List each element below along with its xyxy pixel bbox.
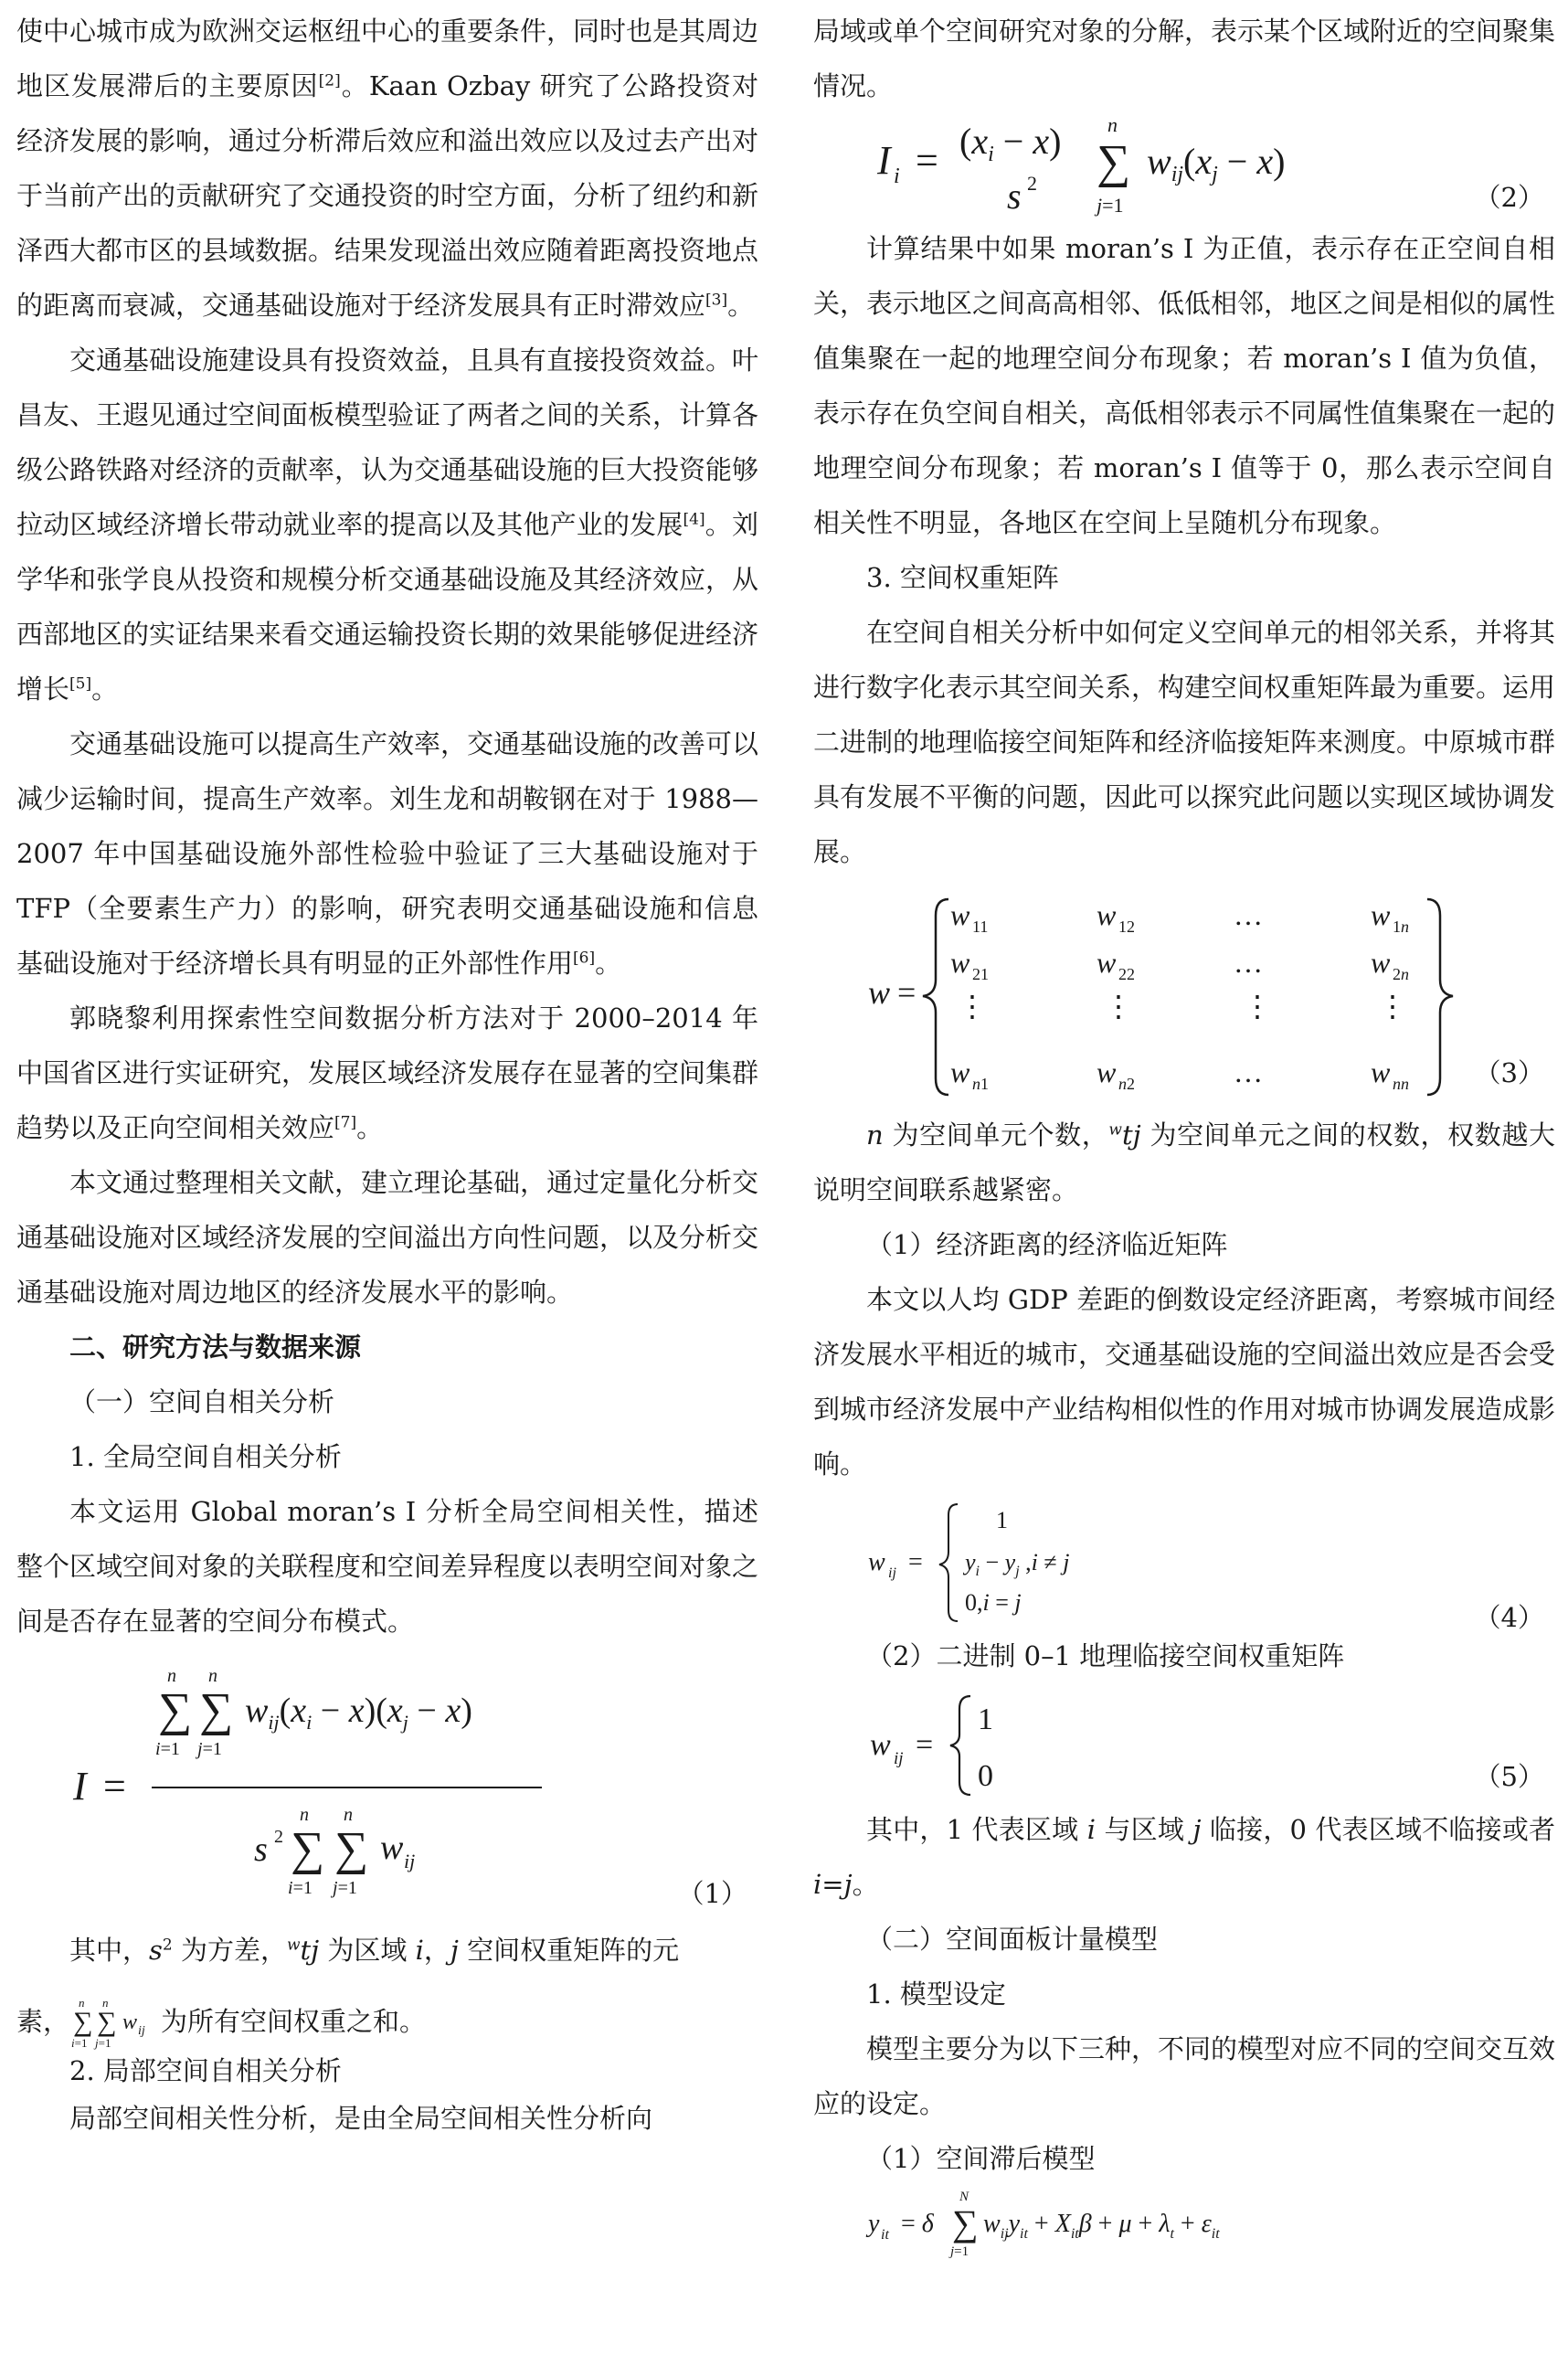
svg-text:=: = <box>916 138 938 183</box>
svg-text:n: n <box>344 1805 353 1825</box>
equation-2 <box>813 113 1555 221</box>
paragraph: 本文运用 Global moran’s I 分析全局空间相关性，描述整个区域空间对象的关联程度和空间差异程度以表明空间对象之间是否存在显著的空间分布模式。 <box>16 1496 759 1637</box>
svg-text:ij: ij <box>404 1850 416 1872</box>
svg-text:N: N <box>959 2190 969 2204</box>
svg-text:j=1: j=1 <box>950 2244 969 2259</box>
svg-text:it: it <box>881 2227 889 2243</box>
subsection-heading: （一）空间自相关分析 <box>69 1386 335 1417</box>
section-heading: 二、研究方法与数据来源 <box>69 1331 362 1363</box>
svg-text:w: w <box>1371 898 1391 931</box>
svg-text:⋮: ⋮ <box>1378 990 1407 1023</box>
double-sum-symbol <box>69 1996 161 2051</box>
svg-text:=: = <box>916 1728 934 1762</box>
svg-text:0: 0 <box>978 1759 993 1793</box>
subsection-heading: （1）空间滞后模型 <box>866 2143 1096 2174</box>
svg-text:i: i <box>894 164 900 188</box>
paragraph: 在空间自相关分析中如何定义空间单元的相邻关系，并将其进行数字化表示其空间关系，构建空间权重矩阵最为重要。运用二进制的地理临接空间矩阵和经济临接矩阵来测度。中原城市群具有发展不平衡的问题，因此可以探究此问题以实现区域协调发展。 <box>813 617 1556 867</box>
svg-text:2n: 2n <box>1393 965 1409 983</box>
svg-text:21: 21 <box>972 965 989 983</box>
svg-text:1: 1 <box>978 1703 993 1736</box>
paragraph: 素， ∑ n i=1 ∑ n j=1 w ij 为所有空间权重之和。 <box>16 1996 427 2050</box>
subsection-heading: （二）空间面板计量模型 <box>866 1924 1159 1955</box>
equation-3 <box>813 879 1555 1108</box>
svg-text:I: I <box>73 1764 87 1809</box>
equation-number: （4） <box>1474 1602 1544 1633</box>
svg-text:=: = <box>897 974 916 1011</box>
citation: [6] <box>573 949 596 968</box>
svg-text:n: n <box>208 1666 217 1686</box>
paragraph: 局部空间相关性分析，是由全局空间相关性分析向 <box>69 2103 653 2134</box>
svg-text:w: w <box>950 1056 970 1088</box>
subsection-heading: 3. 空间权重矩阵 <box>866 562 1059 593</box>
equation-1 <box>16 1649 758 1923</box>
svg-text:w: w <box>950 946 970 979</box>
svg-text:n: n <box>1107 113 1118 136</box>
equation-6-graphic <box>813 2186 1555 2259</box>
svg-text:…: … <box>1234 898 1263 931</box>
svg-text:∑: ∑ <box>952 2202 979 2244</box>
svg-text:wij(xj − x): $w_{ij}(x_j - x)$ <box>1147 141 1286 186</box>
paragraph: 模型主要分为以下三种，不同的模型对应不同的空间交互效应的设定。 <box>813 2033 1556 2119</box>
svg-text:=: = <box>103 1764 126 1809</box>
svg-text:11: 11 <box>972 918 989 936</box>
svg-text:12: 12 <box>1118 918 1135 936</box>
paragraph: 计算结果中如果 moran’s I 为正值，表示存在正空间自相关，表示地区之间高高相邻、低低相邻，地区之间是相似的属性值集聚在一起的地理空间分布现象；若 moran’s I 值为负值，表示存在负空间自相关，高低相邻表示不同属性值集聚在一起的地理空间分布现象；若 moran’s I 值等于 0，那么表示空间自相关性不明显，各地区在空间上呈随机分布现象。 <box>813 233 1556 538</box>
svg-text:⋮: ⋮ <box>958 990 987 1023</box>
equation-number: （5） <box>1474 1761 1544 1792</box>
svg-text:w: w <box>380 1829 404 1867</box>
subsection-heading: 1. 模型设定 <box>866 1978 1006 2010</box>
paragraph: n 为空间单元个数，$^w$tj 为空间单元之间的权数，权数越大说明空间联系越紧密。 <box>813 1119 1555 1205</box>
svg-text:w: w <box>1371 1056 1391 1088</box>
svg-text:wijyit + Xitβ + μ + λt + εit: $w_{ij}y_{it} + X_{it}\beta + \mu + \lambda_t + \varepsilon_{it}$ <box>983 2210 1220 2242</box>
svg-text:ij: ij <box>894 1749 904 1768</box>
equation-6 <box>813 2186 1555 2259</box>
svg-text:yi − yj ,i ≠ j: $y_i - y_j$ ,i ≠ j <box>965 1549 1070 1579</box>
paragraph: 局域或单个空间研究对象的分解，表示某个区域附近的空间聚集情况。 <box>813 16 1556 101</box>
svg-text:∑: ∑ <box>73 2007 93 2037</box>
svg-text:n: n <box>102 1996 109 2010</box>
citation: [5] <box>69 674 92 694</box>
svg-text:(xi − x): $(x_i - x)$ <box>959 121 1062 166</box>
paragraph: 交通基础设施可以提高生产效率，交通基础设施的改善可以减少运输时间，提高生产效率。刘生龙和胡鞍钢在对于 1988—2007 年中国基础设施外部性检验中验证了三大基础设施对于 TFP（全要素生产力）的影响，研究表明交通基础设施和信息基础设施对于经济增长具有明显的正外部性作用[6]。 <box>16 728 759 979</box>
svg-text:22: 22 <box>1118 965 1135 983</box>
citation: [7] <box>334 1113 357 1132</box>
equation-3-graphic <box>813 879 1555 1108</box>
svg-text:w: w <box>1097 946 1117 979</box>
equation-number: （3） <box>1474 1057 1544 1088</box>
subsection-heading: 1. 全局空间自相关分析 <box>69 1441 342 1472</box>
paragraph: 本文通过整理相关文献，建立理论基础，通过定量化分析交通基础设施对区域经济发展的空间溢出方向性问题，以及分析交通基础设施对周边地区的经济发展水平的影响。 <box>16 1167 759 1308</box>
svg-text:j=1: j=1 <box>333 1878 357 1898</box>
svg-text:0,i = j: 0,i = j <box>965 1589 1022 1616</box>
svg-text:w: w <box>870 1728 891 1762</box>
equation-4 <box>813 1491 1555 1633</box>
svg-text:w: w <box>950 898 970 931</box>
svg-text:∑: ∑ <box>1097 136 1131 188</box>
svg-text:wij(xi − x)(xj − x): $w_{ij}(x_i - x)(x_j - x)$ <box>245 1692 472 1734</box>
svg-text:…: … <box>1234 946 1263 979</box>
svg-text:n: n <box>79 1996 85 2010</box>
svg-text:∑: ∑ <box>199 1684 234 1736</box>
svg-text:…: … <box>1234 1056 1263 1088</box>
paragraph: 郭晓黎利用探索性空间数据分析方法对于 2000–2014 年中国省区进行实证研究，发展区域经济发展存在显著的空间集群趋势以及正向空间相关效应[7]。 <box>16 1002 759 1143</box>
equation-1-graphic <box>16 1649 758 1923</box>
svg-text:n: n <box>300 1805 309 1825</box>
svg-text:w: w <box>1371 946 1391 979</box>
paragraph: 其中，1 代表区域 i 与区域 j 临接，0 代表区域不临接或者 i=j。 <box>813 1814 1556 1900</box>
paragraph: 本文以人均 GDP 差距的倒数设定经济距离，考察城市间经济发展水平相近的城市，交通基础设施的空间溢出效应是否会受到城市经济发展中产业结构相似性的作用对城市协调发展造成影响。 <box>813 1284 1556 1480</box>
svg-text:s: s <box>1007 175 1022 217</box>
svg-text:w: w <box>1097 1056 1117 1088</box>
svg-text:n2: n2 <box>1118 1075 1135 1093</box>
subsection-heading: （1）经济距离的经济临近矩阵 <box>866 1229 1228 1260</box>
citation: [3] <box>705 291 728 310</box>
svg-text:ij: ij <box>138 2024 145 2038</box>
right-column <box>813 4 1555 2259</box>
svg-text:w: w <box>868 1548 885 1576</box>
svg-text:n1: n1 <box>972 1075 989 1093</box>
svg-text:=: = <box>908 1548 923 1576</box>
equation-5 <box>813 1683 1555 1802</box>
svg-text:s: s <box>254 1830 268 1869</box>
svg-text:∑: ∑ <box>291 1823 325 1875</box>
svg-text:2: 2 <box>1027 172 1037 195</box>
subsection-heading: 2. 局部空间自相关分析 <box>69 2055 342 2086</box>
equation-5-graphic <box>813 1683 1555 1802</box>
svg-text:j=1: j=1 <box>197 1739 222 1759</box>
svg-text:j=1: j=1 <box>1097 194 1124 217</box>
svg-text:I: I <box>877 138 891 183</box>
svg-text:ij: ij <box>888 1565 896 1581</box>
equation-4-graphic <box>813 1491 1555 1628</box>
svg-text:∑: ∑ <box>158 1684 193 1736</box>
svg-text:i=1: i=1 <box>71 2036 88 2050</box>
svg-text:1n: 1n <box>1393 918 1409 936</box>
paragraph: 交通基础设施建设具有投资效益，且具有直接投资效益。叶昌友、王遐见通过空间面板模型验证了两者之间的关系，计算各级公路铁路对经济的贡献率，认为交通基础设施的巨大投资能够拉动区域经济增长带动就业率的提高以及其他产业的发展[4]。刘学华和张学良从投资和规模分析交通基础设施及其经济效应，从西部地区的实证结果来看交通运输投资长期的效果能够促进经济增长[5]。 <box>16 345 759 705</box>
subsection-heading: （2）二进制 0–1 地理临接空间权重矩阵 <box>866 1640 1345 1671</box>
svg-text:∑: ∑ <box>334 1823 369 1875</box>
svg-text:n: n <box>167 1666 176 1686</box>
paragraph: 其中，$s^2$ 为方差，$^w$tj 为区域 i，j 空间权重矩阵的元 <box>69 1935 680 1966</box>
svg-text:i=1: i=1 <box>155 1739 180 1759</box>
svg-text:= δ: = δ <box>901 2210 934 2238</box>
svg-text:y: y <box>868 2210 880 2238</box>
equation-2-graphic <box>813 113 1555 221</box>
svg-text:w: w <box>868 974 891 1011</box>
svg-text:w: w <box>1097 898 1117 931</box>
svg-text:nn: nn <box>1393 1075 1409 1093</box>
paragraph: 使中心城市成为欧洲交运枢纽中心的重要条件，同时也是其周边地区发展滞后的主要原因[2]。Kaan Ozbay 研究了公路投资对经济发展的影响，通过分析滞后效应和溢出效应以及过去产出对于当前产出的贡献研究了交通投资的时空方面，分析了纽约和新泽西大都市区的县域数据。结果发现溢出效应随着距离投资地点的距离而衰减，交通基础设施对于经济发展具有正时滞效应[3]。 <box>16 16 759 321</box>
svg-text:⋮: ⋮ <box>1243 990 1272 1023</box>
equation-number: （2） <box>1474 182 1544 213</box>
svg-text:1: 1 <box>996 1507 1008 1533</box>
svg-text:j=1: j=1 <box>95 2036 111 2050</box>
svg-text:i=1: i=1 <box>288 1878 313 1898</box>
svg-text:∑: ∑ <box>97 2007 117 2037</box>
svg-text:⋮: ⋮ <box>1104 990 1133 1023</box>
citation: [2] <box>318 71 341 90</box>
equation-number: （1） <box>677 1878 747 1909</box>
citation: [4] <box>683 510 705 529</box>
svg-text:w: w <box>122 2010 138 2034</box>
left-column <box>16 4 758 2146</box>
svg-text:2: 2 <box>274 1827 283 1847</box>
